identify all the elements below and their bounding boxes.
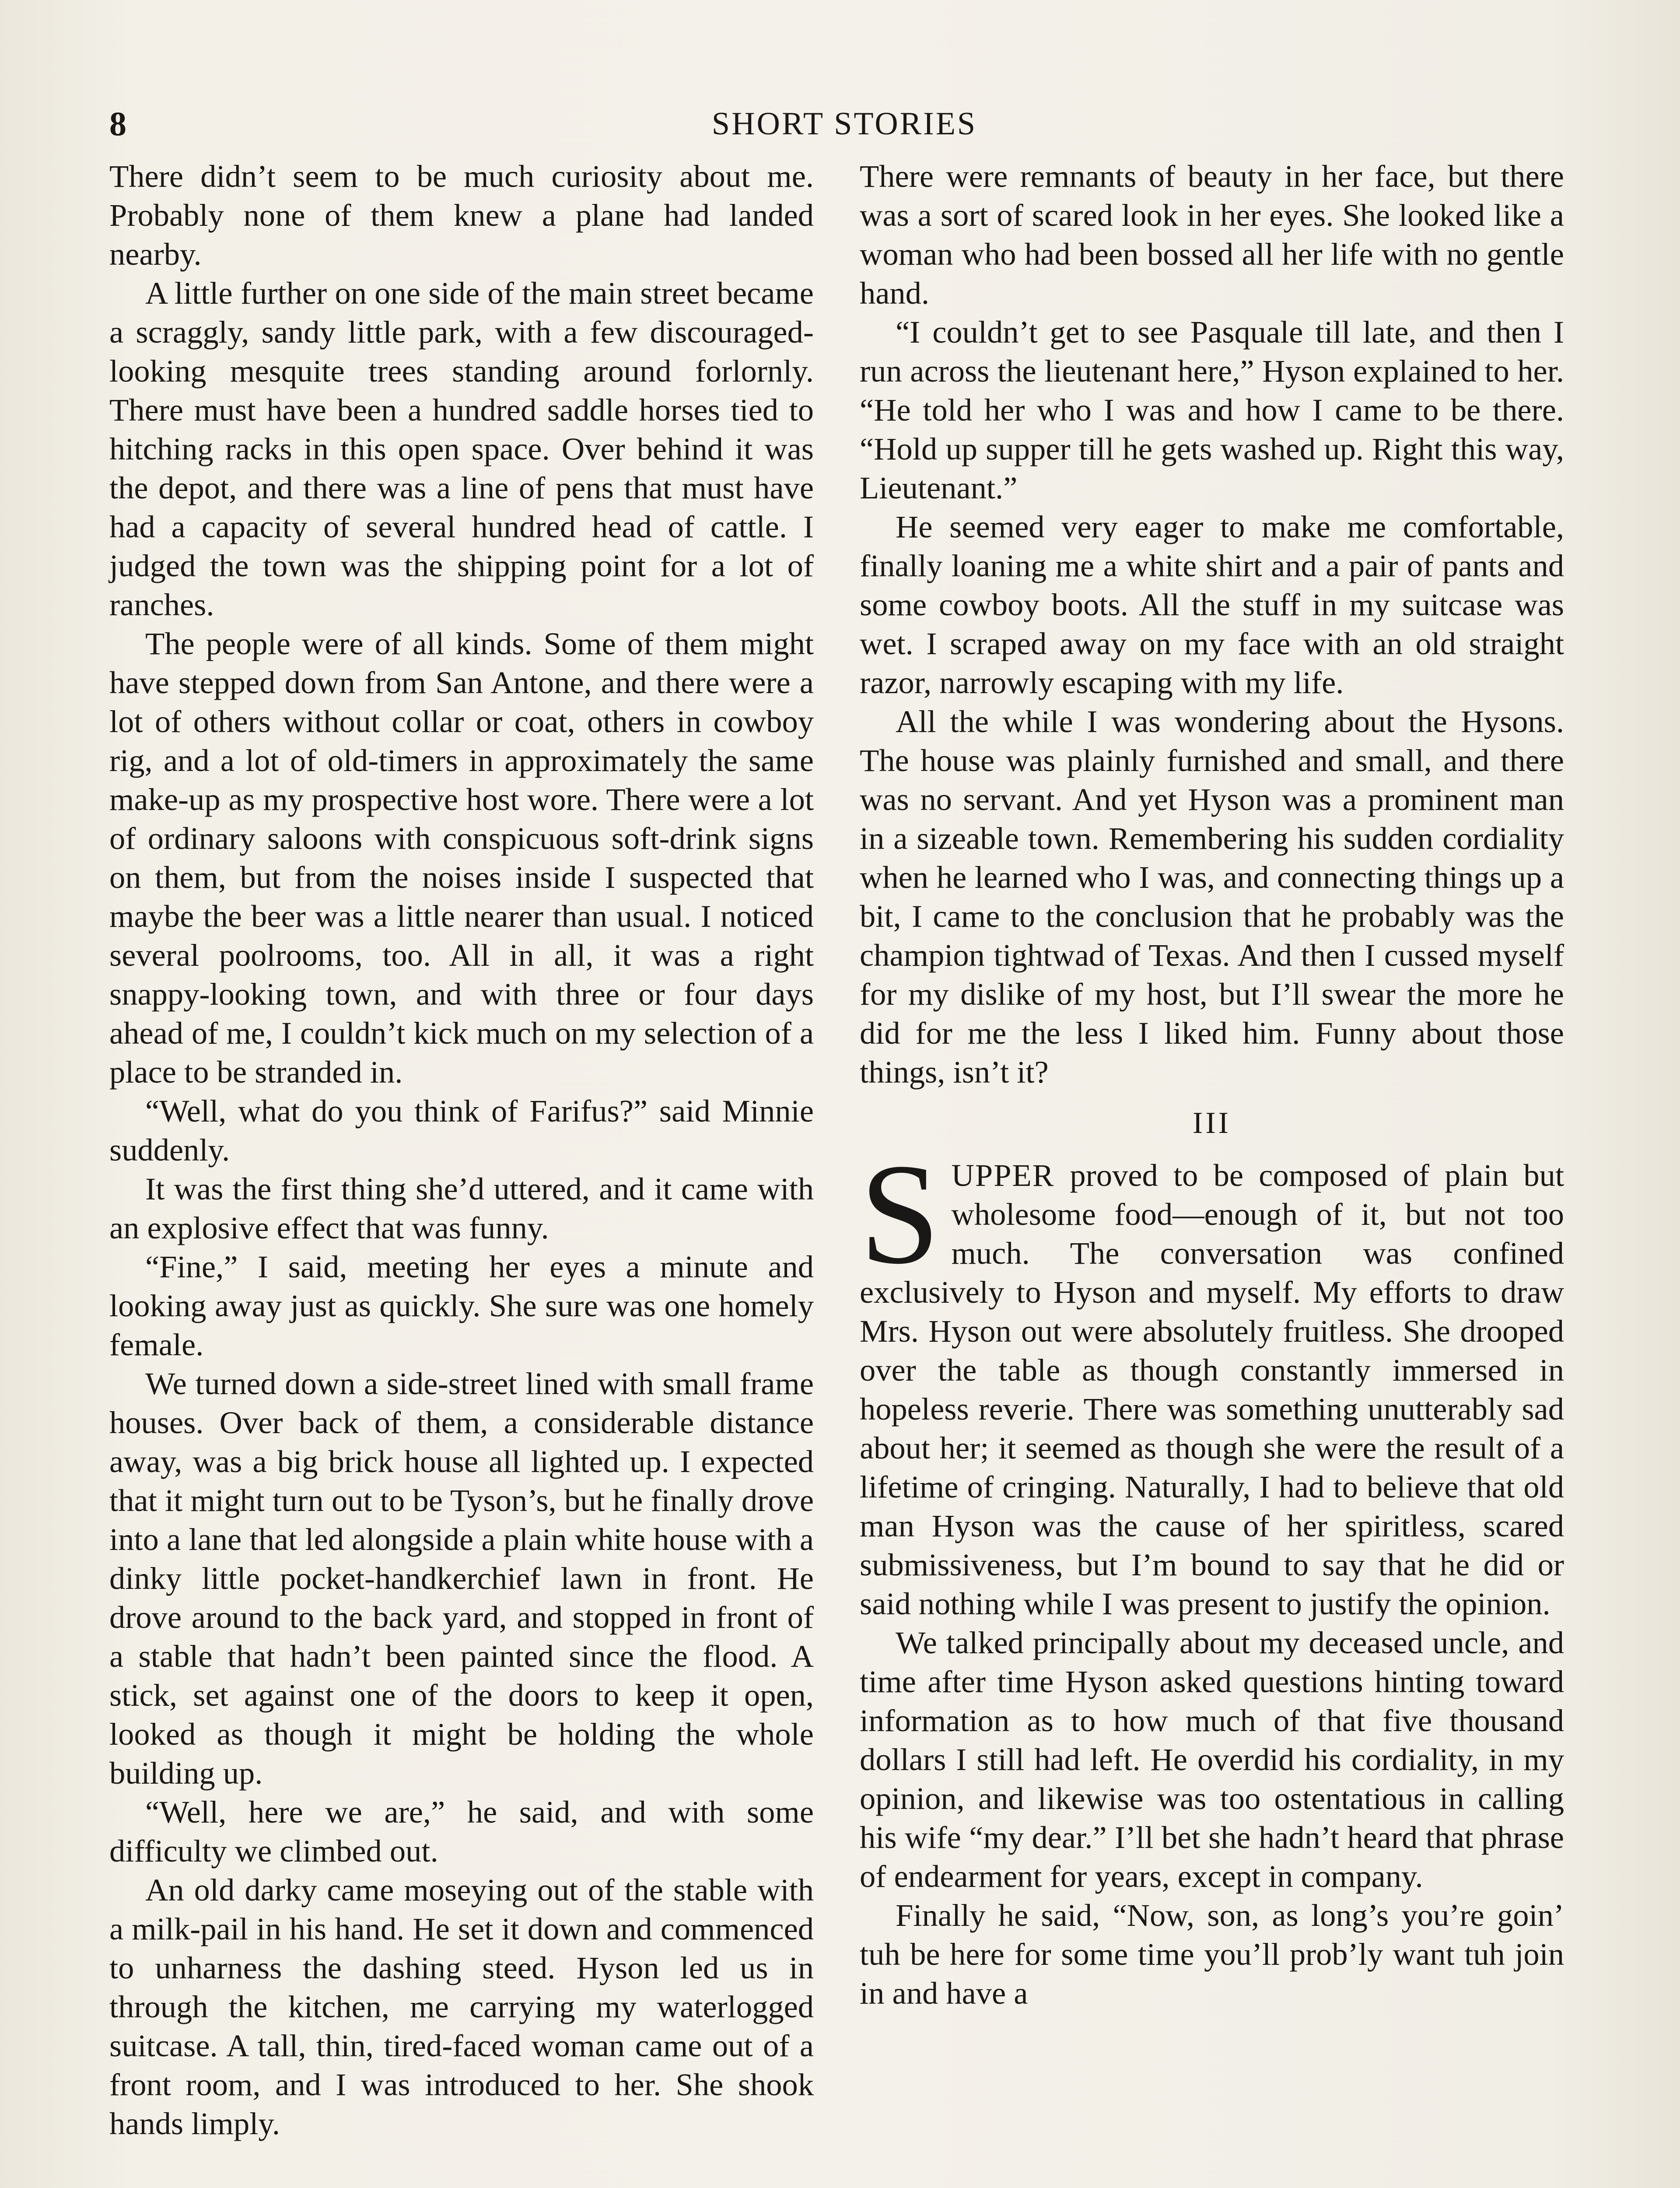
paragraph: “I couldn’t get to see Pasquale till late, and then I run across the lieutenant here,” Hyson explained to her. “He told her who I was and how I came to be there. “Hold up supper till he gets washed up. Right this way, Lieutenant.” [860, 314, 1564, 505]
section-opening-paragraph [860, 1134, 1564, 1623]
lead-caps: UPPER [951, 1157, 1055, 1193]
paragraph: We turned down a side-street lined with small frame houses. Over back of them, a considerable distance away, was a big brick house all lighted up. I expected that it might turn out to be Tyson’s, but he finally drove into a lane that led alongside a plain white house with a dinky little pocket-handkerchief lawn in front. He drove around to the back yard, and stopped in front of a stable that hadn’t been painted since the flood. A stick, set against one of the doors to keep it open, looked as though it might be holding the whole building up. [109, 1366, 814, 1791]
paragraph: It was the first thing she’d uttered, and it came with an explosive effect that was funny. [109, 1171, 814, 1245]
opening-text: proved to be composed of plain but wholesome food—enough of it, but not too much. The conversation was confined exclusively to Hyson and myself. My efforts to draw Mrs. Hyson out were absolutely fruitless. She drooped over the table as though constantly immersed in hopeless reverie. There was something unutterably sad about her; it seemed as though she were the result of a lifetime of cringing. Naturally, I had to believe that old man Hyson was the cause of her spiritless, scared submissiveness, but I’m bound to say that he did or said nothing while I was present to justify the opinion. [860, 1157, 1564, 1621]
paragraph: “Well, what do you think of Farifus?” said Minnie suddenly. [109, 1093, 814, 1168]
drop-cap: S [860, 1134, 940, 1294]
paragraph: An old darky came moseying out of the stable with a milk-pail in his hand. He set it down and commenced to unharness the dashing steed. Hyson led us in through the kitchen, me carrying my waterlogged suitcase. A tall, thin, tired-faced woman came out of a front room, and I was introduced to her. She shook hands limply. [109, 1872, 814, 2141]
page-number: 8 [109, 105, 126, 143]
paragraph: He seemed very eager to make me comfortable, finally loaning me a white shirt and a pair of pants and some cowboy boots. All the stuff in my suitcase was wet. I scraped away on my face with an old straight razor, narrowly escaping with my life. [860, 509, 1564, 700]
paragraph: A little further on one side of the main street became a scraggly, sandy little park, with a few discouraged-looking mesquite trees standing around forlornly. There must have been a hundred saddle horses tied to hitching racks in this open space. Over behind it was the depot, and there was a line of pens that must have had a capacity of several hundred head of cattle. I judged the town was the shipping point for a lot of ranches. [109, 275, 814, 622]
right-column [860, 157, 1564, 2013]
paragraph: All the while I was wondering about the Hysons. The house was plainly furnished and small, and there was no servant. And yet Hyson was a prominent man in a sizeable town. Remembering his sudden cordiality when he learned who I was, and connecting things up a bit, I came to the conclusion that he probably was the champion tightwad of Texas. And then I cussed myself for my dislike of my host, but I’ll swear the more he did for me the less I liked him. Funny about those things, isn’t it? [860, 704, 1564, 1090]
paragraph: The people were of all kinds. Some of them might have stepped down from San Antone, and there were a lot of others without collar or coat, others in cowboy rig, and a lot of old-timers in approximately the same make-up as my prospective host wore. There were a lot of ordinary saloons with conspicuous soft-drink signs on them, but from the noises inside I suspected that maybe the beer was a little nearer than usual. I noticed several poolrooms, too. All in all, it was a right snappy-looking town, and with three or four days ahead of me, I couldn’t kick much on my selection of a place to be stranded in. [109, 626, 814, 1090]
paragraph: “Fine,” I said, meeting her eyes a minute and looking away just as quickly. She sure was one homely female. [109, 1249, 814, 1362]
paragraph: There were remnants of beauty in her face, but there was a sort of scared look in her eyes. She looked like a woman who had been bossed all her life with no gentle hand. [860, 158, 1564, 311]
running-head: SHORT STORIES [711, 106, 977, 142]
paragraph: There didn’t seem to be much curiosity about me. Probably none of them knew a plane had landed nearby. [109, 158, 814, 272]
page-header [109, 100, 1579, 148]
paragraph: Finally he said, “Now, son, as long’s you’re goin’ tuh be here for some time you’ll prob’ly want tuh join in and have a [860, 1897, 1564, 2011]
paragraph: We talked principally about my deceased uncle, and time after time Hyson asked questions hinting toward information as to how much of that five thousand dollars I still had left. He overdid his cordiality, in my opinion, and likewise was too ostentatious in calling his wife “my dear.” I’ll bet she hadn’t heard that phrase of endearment for years, except in company. [860, 1625, 1564, 1894]
paragraph: “Well, here we are,” he said, and with some difficulty we climbed out. [109, 1794, 814, 1869]
left-column [109, 157, 814, 2143]
section-heading: III [1193, 1106, 1231, 1140]
